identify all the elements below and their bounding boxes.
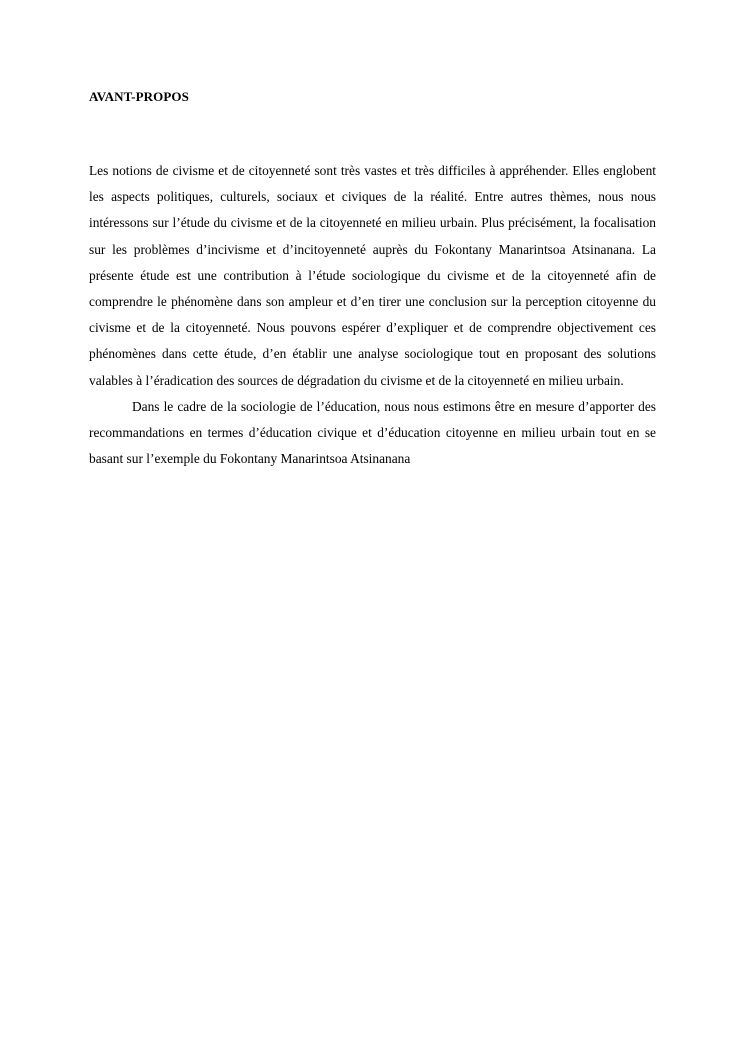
paragraph-intro: Les notions de civisme et de citoyenneté sont très vastes et très difficiles à appréhender. Elles englobent les aspects politiques, culturels, sociaux et civiques de la réalité. Entre autres thèmes, nous nous intéressons sur l’étude du civisme et de la citoyenneté en milieu urbain. Plus précisément, la focalisation sur les problèmes d’incivisme et d’incitoyenneté auprès du Fokontany Manarintsoa Atsinanana. La présente étude est une contribution à l’étude sociologique du civisme et de la citoyenneté afin de comprendre le phénomène dans son ampleur et d’en tirer une conclusion sur la perception citoyenne du civisme et de la citoyenneté. Nous pouvons espérer d’expliquer et de comprendre objectivement ces phénomènes dans cette étude, d’en établir une analyse sociologique tout en proposant des solutions valables à l’éradication des sources de dégradation du civisme et de la citoyenneté en milieu urbain.	[89, 163, 656, 388]
paragraph-recommendations: Dans le cadre de la sociologie de l’éducation, nous nous estimons être en mesure d’apporter des recommandations en termes d’éducation civique et d’éducation citoyenne en milieu urbain tout en se basant sur l’exemple du Fokontany Manarintsoa Atsinanana	[89, 398, 656, 467]
body-text	[89, 158, 656, 472]
section-heading: AVANT-PROPOS	[89, 89, 189, 104]
